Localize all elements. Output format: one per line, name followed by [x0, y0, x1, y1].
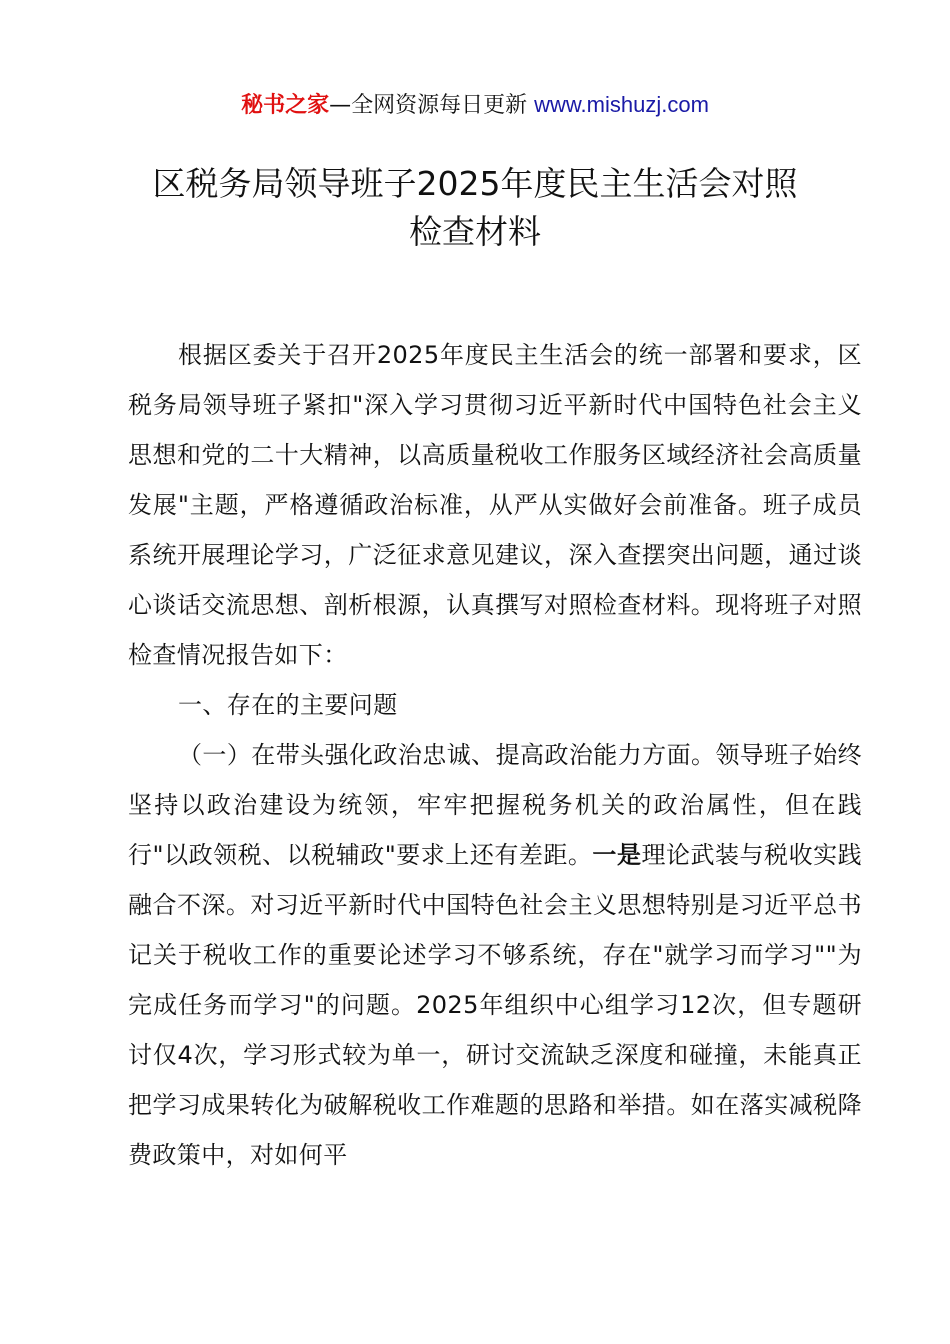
point-one-label: 一是	[592, 841, 642, 869]
document-title	[100, 160, 850, 256]
point-one-text: 理论武装与税收实践融合不深。对习近平新时代中国特色社会主义思想特别是习近平总书记关于税收工作的重要论述学习不够系统，存在"就学习而学习""为完成任务而学习"的问题。2025年组织中心组学习12次，但专题研讨仅4次，学习形式较为单一，研讨交流缺乏深度和碰撞，未能真正把学习成果转化为破解税收工作难题的思路和举措。如在落实减税降费政策中，对如何平	[128, 841, 863, 1169]
header-tagline: —全网资源每日更新	[329, 93, 535, 118]
subsection-paragraph	[128, 730, 862, 1180]
brand-name: 秘书之家	[241, 93, 330, 118]
intro-paragraph: 根据区委关于召开2025年度民主生活会的统一部署和要求，区税务局领导班子紧扣"深入学习贯彻习近平新时代中国特色社会主义思想和党的二十大精神，以高质量税收工作服务区域经济社会高质量发展"主题，严格遵循政治标准，从严从实做好会前准备。班子成员系统开展理论学习，广泛征求意见建议，深入查摆突出问题，通过谈心谈话交流思想、剖析根源，认真撰写对照检查材料。现将班子对照检查情况报告如下：	[128, 341, 862, 669]
site-url-link[interactable]: www.mishuzj.com	[534, 92, 709, 117]
section-heading: 一、存在的主要问题	[178, 691, 398, 719]
subsection-intro: （一）在带头强化政治忠诚、提高政治能力方面。领导班子始终坚持以政治建设为统领，牢牢把握税务机关的政治属性，但在践行"以政领税、以税辅政"要求上还有差距。	[128, 741, 862, 869]
document-body	[128, 330, 862, 1180]
site-header	[0, 88, 950, 123]
title-line-2: 检查材料	[409, 212, 541, 251]
title-line-1: 区税务局领导班子2025年度民主生活会对照	[152, 164, 798, 203]
